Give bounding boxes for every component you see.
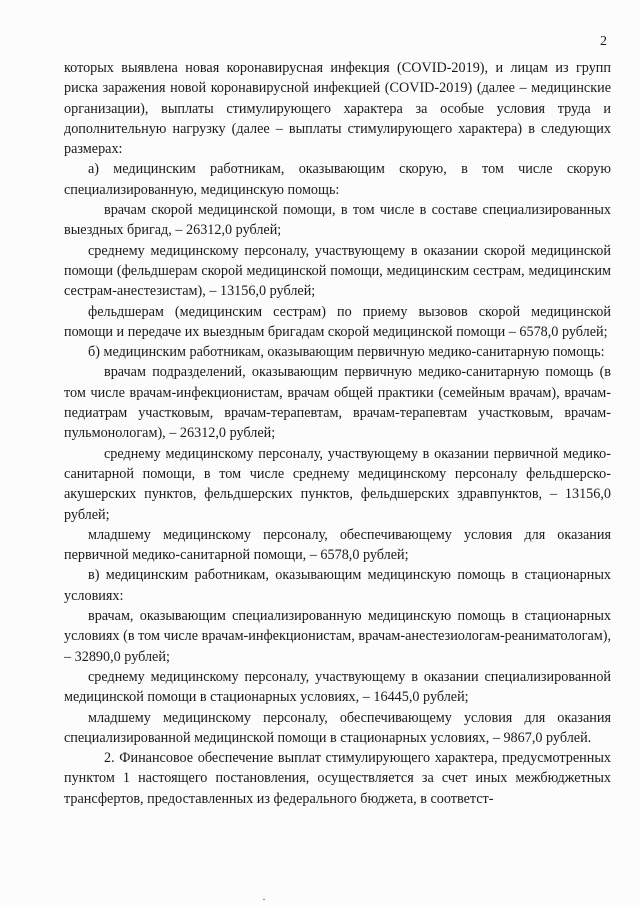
paragraph-emergency-dispatchers: фельдшерам (медицинским сестрам) по приему вызовов скорой медицинской помощи и передаче их выездным бригадам скорой медицинской помощи – 6578,0 рублей; <box>64 303 611 340</box>
document-body <box>64 58 611 809</box>
paragraph-primary-doctors: врачам подразделений, оказывающим первичную медико-санитарную помощь (в том числе врачам-инфекционистам, врачам общей практики (семейным врачам), врачам-педиатрам участковым, врачам-терапевтам, врачам-терапевтам участковым, врачам-пульмонологам), – 26312,0 рублей; <box>64 364 611 442</box>
paragraph-intro: которых выявлена новая коронавирусная инфекция (COVID-2019), и лицам из групп риска заражения новой коронавирусной инфекцией (COVID-2019) (далее – медицинские организации), выплаты стимулирующего характера за особые условия труда и дополнительную нагрузку (далее – выплаты стимулирующего характера) в следующих размерах: <box>64 60 611 158</box>
paragraph-emergency-doctors: врачам скорой медицинской помощи, в том числе в составе специализированных выездных бригад, – 26312,0 рублей; <box>64 202 611 239</box>
paragraph-item-b: б) медицинским работникам, оказывающим первичную медико-санитарную помощь: <box>88 344 605 361</box>
paragraph-item-a: а) медицинским работникам, оказывающим скорую, в том числе скорую специализированную, медицинскую помощь: <box>64 161 611 198</box>
paragraph-hospital-junior: младшему медицинскому персоналу, обеспечивающему условия для оказания специализированной медицинской помощи в стационарных условиях, – 9867,0 рублей. <box>64 709 611 746</box>
paragraph-item-v: в) медицинским работникам, оказывающим медицинскую помощь в стационарных условиях: <box>64 567 611 604</box>
page-number: 2 <box>600 34 607 49</box>
paragraph-hospital-doctors: врачам, оказывающим специализированную медицинскую помощь в стационарных условиях (в том числе врачам-инфекционистам, врачам-анестезиологам-реаниматологам), – 32890,0 рублей; <box>64 608 611 665</box>
paragraph-primary-nurses: среднему медицинскому персоналу, участвующему в оказании первичной медико-санитарной помощи, в том числе среднему медицинскому персоналу фельдшерско-акушерских пунктов, фельдшерских пунктов, фельдшерских здравпунктов, – 13156,0 рублей; <box>64 445 611 523</box>
paragraph-emergency-nurses: среднему медицинскому персоналу, участвующему в оказании скорой медицинской помощи (фельдшерам скорой медицинской помощи, медицинским сестрам, медицинским сестрам-анестезистам), – 13156,0 рублей; <box>64 242 611 300</box>
scan-speck <box>263 899 265 900</box>
paragraph-hospital-nurses: среднему медицинскому персоналу, участвующему в оказании специализированной медицинской помощи в стационарных условиях, – 16445,0 рублей; <box>64 668 611 706</box>
paragraph-primary-junior: младшему медицинскому персоналу, обеспечивающему условия для оказания первичной медико-санитарной помощи, – 6578,0 рублей; <box>64 526 611 564</box>
paragraph-section-2: 2. Финансовое обеспечение выплат стимулирующего характера, предусмотренных пунктом 1 настоящего постановления, осуществляется за счет иных межбюджетных трансфертов, предоставленных из федерального бюджета, в соответст- <box>64 750 611 807</box>
